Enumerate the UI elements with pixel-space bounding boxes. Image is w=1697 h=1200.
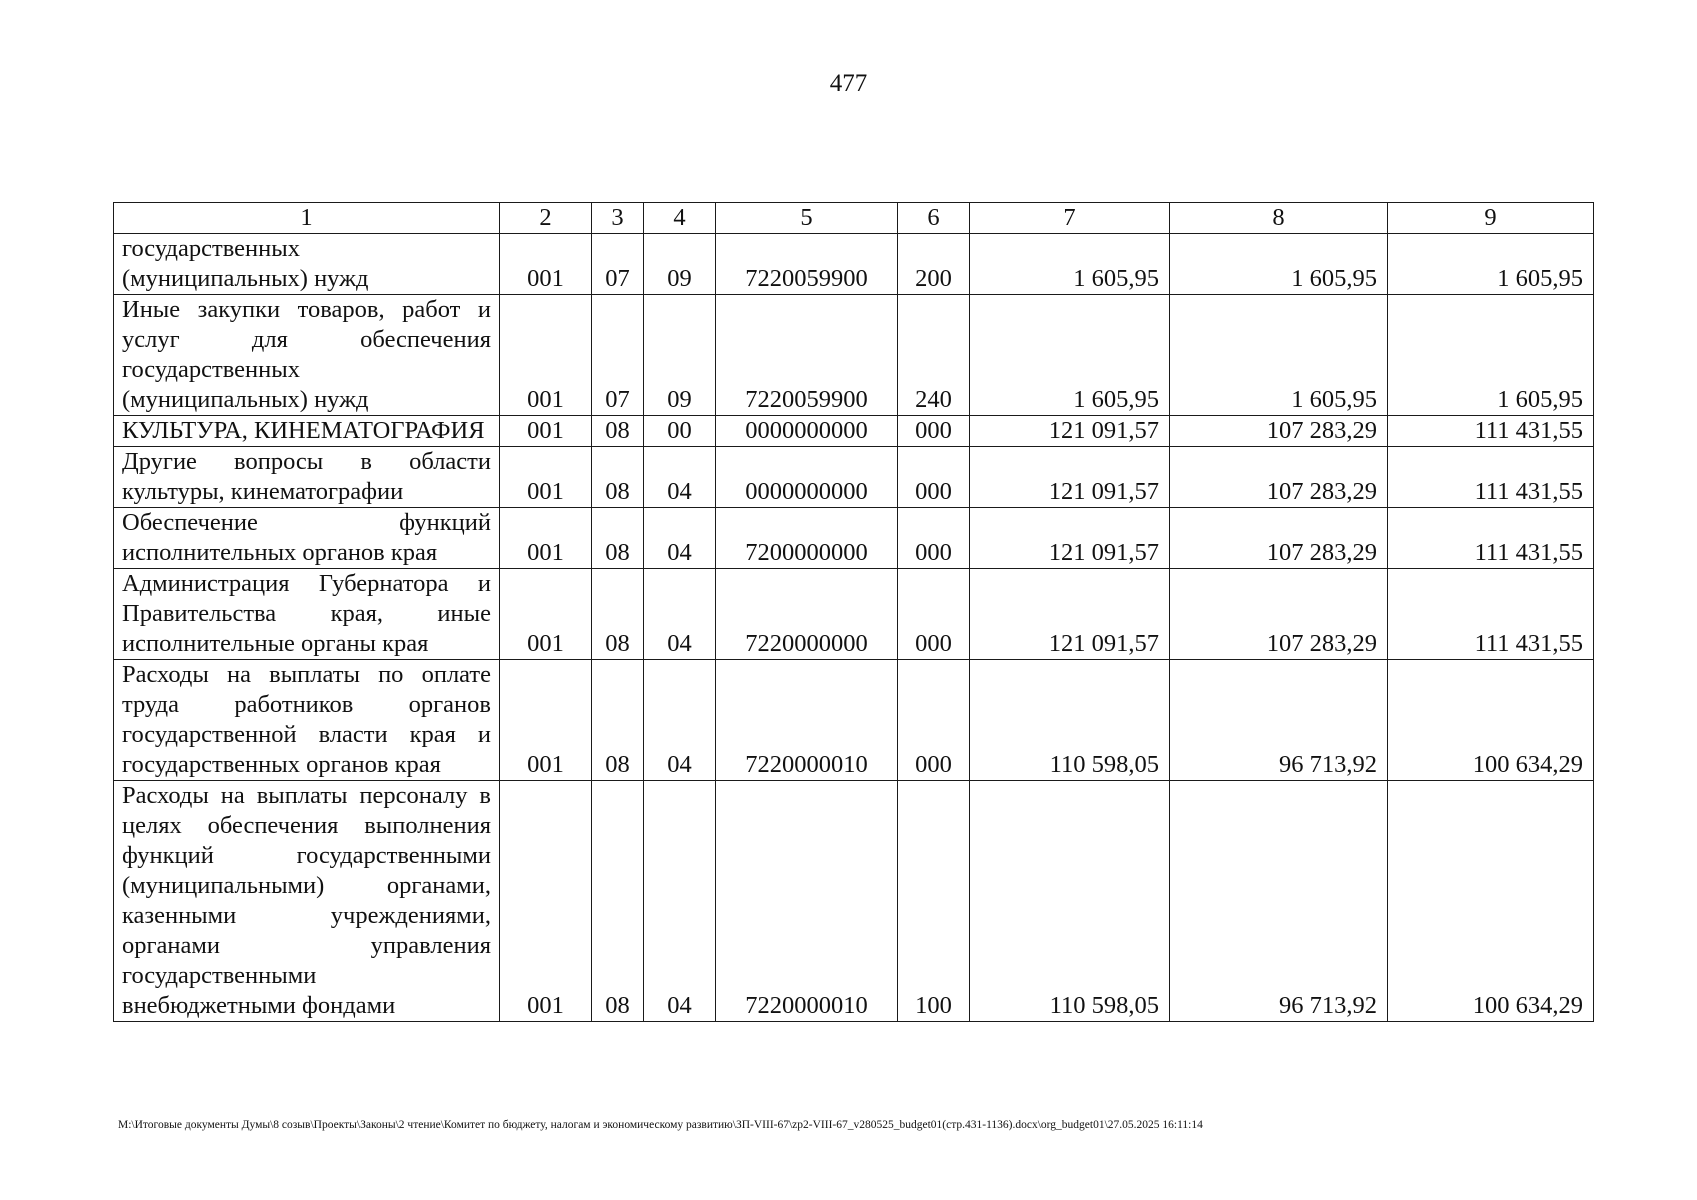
table-header-row [114,203,1594,234]
column-header: 6 [898,203,970,234]
cell-amount-9: 100 634,29 [1388,660,1594,781]
cell-code-2: 001 [500,234,592,295]
table-row [114,569,1594,660]
cell-amount-9: 111 431,55 [1388,447,1594,508]
cell-code-4: 04 [644,660,716,781]
column-header: 4 [644,203,716,234]
column-header: 2 [500,203,592,234]
cell-code-4: 04 [644,447,716,508]
cell-amount-8: 96 713,92 [1170,781,1388,1022]
column-header: 1 [114,203,500,234]
budget-table [113,202,1594,1022]
cell-amount-9: 111 431,55 [1388,508,1594,569]
cell-amount-8: 96 713,92 [1170,660,1388,781]
cell-code-5: 7220000000 [716,569,898,660]
cell-code-5: 0000000000 [716,416,898,447]
cell-code-4: 00 [644,416,716,447]
cell-code-3: 08 [592,508,644,569]
cell-code-2: 001 [500,660,592,781]
cell-code-6: 000 [898,508,970,569]
cell-code-2: 001 [500,447,592,508]
cell-code-3: 08 [592,781,644,1022]
cell-code-5: 7220059900 [716,295,898,416]
cell-code-6: 000 [898,416,970,447]
cell-amount-9: 1 605,95 [1388,295,1594,416]
cell-amount-7: 121 091,57 [970,569,1170,660]
cell-amount-9: 111 431,55 [1388,569,1594,660]
row-name: государственных (муниципальных) нужд [114,234,500,295]
cell-code-4: 04 [644,508,716,569]
table-row [114,234,1594,295]
row-name: Администрация Губернатора и Правительства края, иные исполнительные органы края [114,569,500,660]
cell-amount-7: 110 598,05 [970,660,1170,781]
cell-code-2: 001 [500,416,592,447]
table-row [114,660,1594,781]
cell-code-4: 04 [644,569,716,660]
table-row [114,416,1594,447]
page-number: 477 [829,70,868,97]
cell-amount-9: 1 605,95 [1388,234,1594,295]
cell-amount-7: 121 091,57 [970,416,1170,447]
column-header: 7 [970,203,1170,234]
cell-amount-9: 111 431,55 [1388,416,1594,447]
row-name: Иные закупки товаров, работ и услуг для обеспечения государственных (муниципальных) нужд [114,295,500,416]
cell-code-2: 001 [500,295,592,416]
cell-amount-8: 1 605,95 [1170,234,1388,295]
table-row [114,781,1594,1022]
cell-code-5: 7220059900 [716,234,898,295]
cell-amount-7: 1 605,95 [970,295,1170,416]
cell-amount-8: 107 283,29 [1170,569,1388,660]
row-name: КУЛЬТУРА, КИНЕМАТОГРАФИЯ [114,416,500,447]
table-row [114,447,1594,508]
cell-amount-7: 121 091,57 [970,508,1170,569]
cell-code-3: 08 [592,447,644,508]
cell-code-6: 100 [898,781,970,1022]
cell-amount-7: 110 598,05 [970,781,1170,1022]
cell-code-3: 08 [592,569,644,660]
cell-code-4: 04 [644,781,716,1022]
cell-code-6: 200 [898,234,970,295]
column-header: 5 [716,203,898,234]
cell-code-5: 0000000000 [716,447,898,508]
cell-code-3: 07 [592,295,644,416]
cell-code-6: 000 [898,569,970,660]
cell-code-5: 7200000000 [716,508,898,569]
cell-amount-8: 1 605,95 [1170,295,1388,416]
cell-code-2: 001 [500,781,592,1022]
row-name: Расходы на выплаты по оплате труда работников органов государственной власти края и государственных органов края [114,660,500,781]
cell-code-2: 001 [500,569,592,660]
cell-amount-8: 107 283,29 [1170,416,1388,447]
table-row [114,295,1594,416]
cell-amount-8: 107 283,29 [1170,508,1388,569]
column-header: 3 [592,203,644,234]
cell-code-3: 08 [592,416,644,447]
cell-code-6: 000 [898,447,970,508]
row-name: Расходы на выплаты персоналу в целях обеспечения выполнения функций государственными (муниципальными) органами, казенными учреждениями, органами управления государственными внебюджетными фондами [114,781,500,1022]
cell-code-6: 000 [898,660,970,781]
cell-code-5: 7220000010 [716,660,898,781]
cell-amount-7: 121 091,57 [970,447,1170,508]
column-header: 8 [1170,203,1388,234]
cell-code-2: 001 [500,508,592,569]
cell-code-3: 07 [592,234,644,295]
cell-amount-7: 1 605,95 [970,234,1170,295]
cell-amount-9: 100 634,29 [1388,781,1594,1022]
cell-code-5: 7220000010 [716,781,898,1022]
row-name: Обеспечение функций исполнительных органов края [114,508,500,569]
cell-code-6: 240 [898,295,970,416]
row-name: Другие вопросы в области культуры, кинематографии [114,447,500,508]
cell-code-4: 09 [644,295,716,416]
cell-amount-8: 107 283,29 [1170,447,1388,508]
cell-code-4: 09 [644,234,716,295]
column-header: 9 [1388,203,1594,234]
cell-code-3: 08 [592,660,644,781]
footer-file-path: M:\Итоговые документы Думы\8 созыв\Проекты\Законы\2 чтение\Комитет по бюджету, налогам и экономическому развитию\ЗП-VIII-67\zp2-VIII-67_v280525_budget01(стр.431-1136).docx\org_budget01\27.05.2025 16:11:14 [118,1119,1203,1131]
table-row [114,508,1594,569]
